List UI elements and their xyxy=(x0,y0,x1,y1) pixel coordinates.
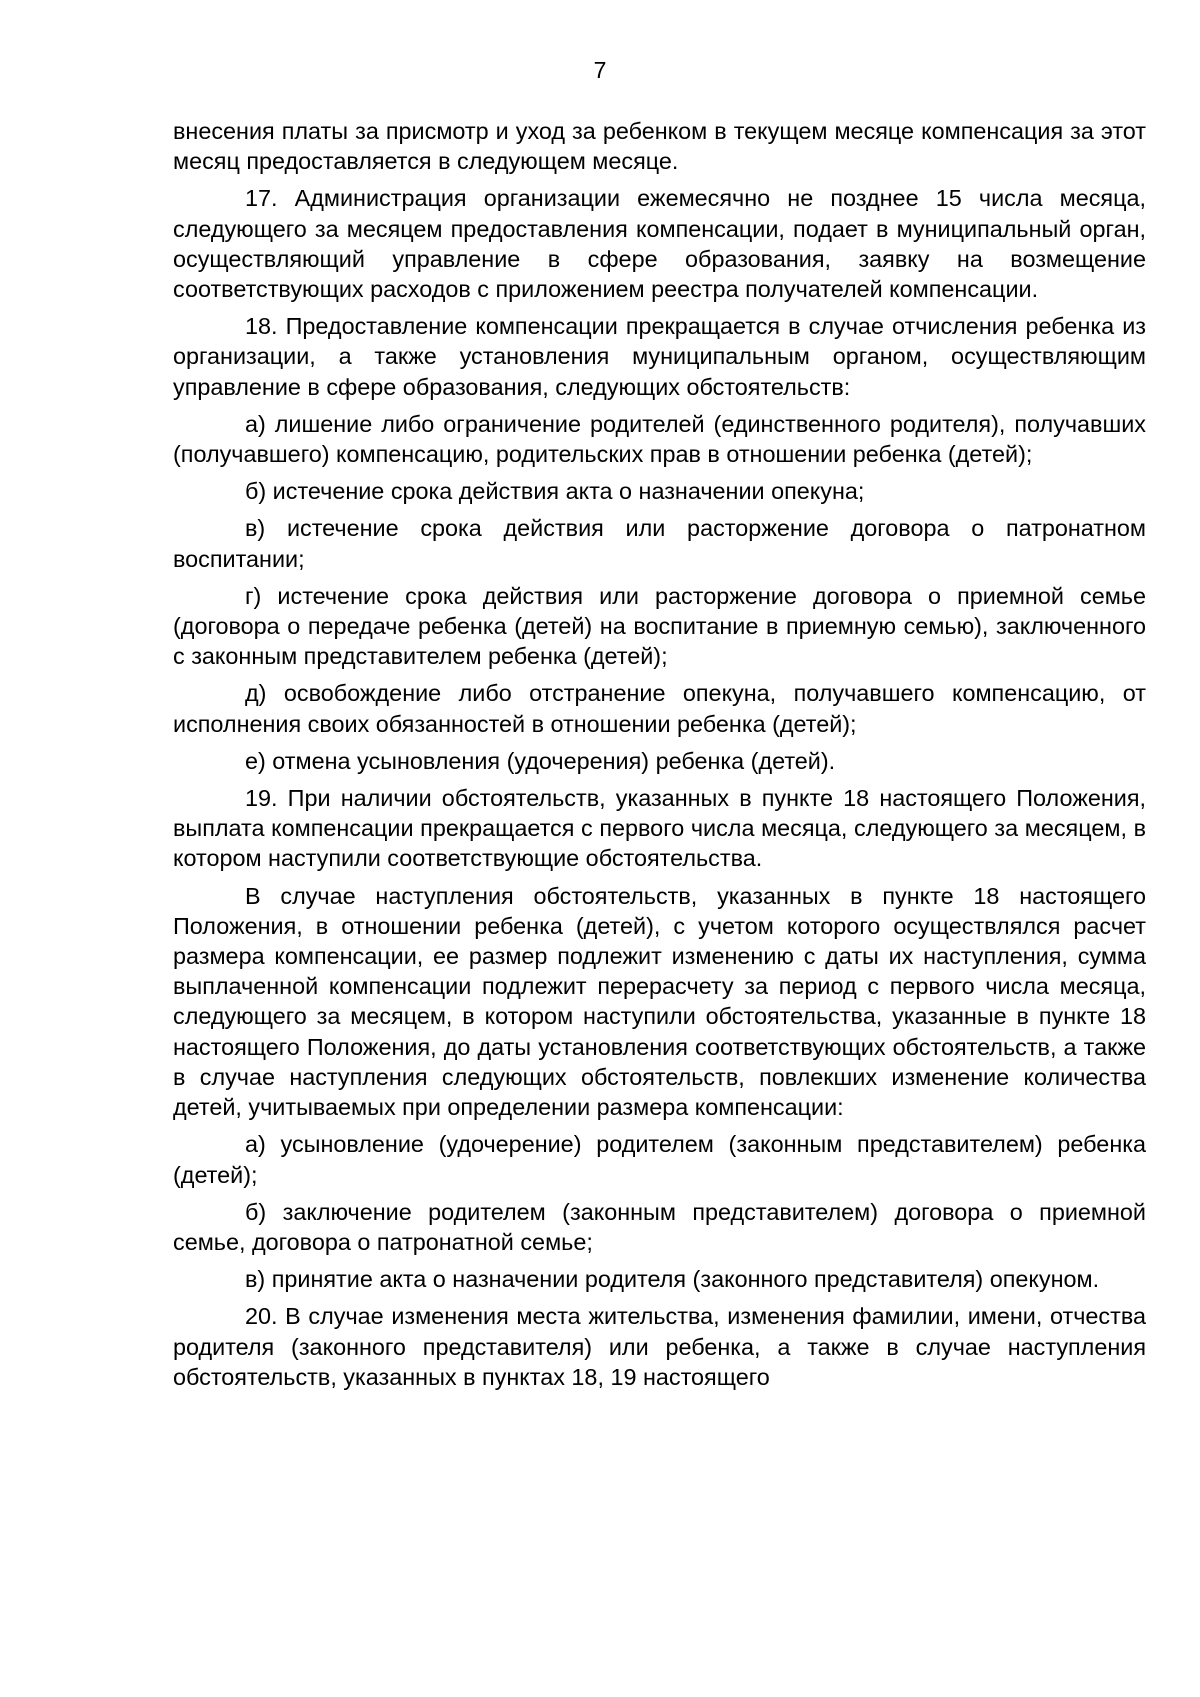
paragraph-subitem-a: а) лишение либо ограничение родителей (единственного родителя), получавших (получавшего) компенсацию, родительских прав в отношении ребенка (детей); xyxy=(173,410,1146,468)
paragraph-subitem-g: г) истечение срока действия или расторжение договора о приемной семье (договора о передаче ребенка (детей) на воспитание в приемную семью), заключенного с законным представителем ребенка (детей); xyxy=(173,582,1146,670)
paragraph-item-17: 17. Администрация организации ежемесячно не позднее 15 числа месяца, следующего за месяцем предоставления компенсации, подает в муниципальный орган, осуществляющий управление в сфере образования, заявку на возмещение соответствующих расходов с приложением реестра получателей компенсации. xyxy=(173,185,1146,303)
paragraph-subitem-d: д) освобождение либо отстранение опекуна, получавшего компенсацию, от исполнения своих обязанностей в отношении ребенка (детей); xyxy=(173,680,1146,737)
page-number: 7 xyxy=(593,57,607,83)
document-body xyxy=(173,116,1146,1399)
paragraph-item-20: 20. В случае изменения места жительства, изменения фамилии, имени, отчества родителя (законного представителя) или ребенка, а также в случае наступления обстоятельств, указанных в пунктах 18, 19 настоящего xyxy=(173,1303,1146,1390)
paragraph-item-18: 18. Предоставление компенсации прекращается в случае отчисления ребенка из организации, а также установления муниципальным органом, осуществляющим управление в сфере образования, следующих обстоятельств: xyxy=(173,313,1146,400)
paragraph-recalculation: В случае наступления обстоятельств, указанных в пункте 18 настоящего Положения, в отношении ребенка (детей), с учетом которого осуществлялся расчет размера компенсации, ее размер подлежит изменению с даты их наступления, сумма выплаченной компенсации подлежит перерасчету за период с первого числа месяца, следующего за месяцем, в котором наступили обстоятельства, указанные в пункте 18 настоящего Положения, до даты установления соответствующих обстоятельств, а также в случае наступления следующих обстоятельств, повлекших изменение количества детей, учитываемых при определении размера компенсации: xyxy=(173,882,1146,1121)
paragraph-subitem-b-foster: б) заключение родителем (законным представителем) договора о приемной семье, договора о патронатной семье; xyxy=(173,1198,1146,1255)
paragraph-continuation: внесения платы за присмотр и уход за ребенком в текущем месяце компенсация за этот месяц предоставляется в следующем месяце. xyxy=(173,118,1146,175)
paragraph-subitem-a-adoption: а) усыновление (удочерение) родителем (законным представителем) ребенка (детей); xyxy=(173,1131,1146,1188)
paragraph-subitem-v: в) истечение срока действия или расторжение договора о патронатном воспитании; xyxy=(173,515,1146,572)
paragraph-subitem-b: б) истечение срока действия акта о назначении опекуна; xyxy=(245,478,865,505)
paragraph-subitem-e: е) отмена усыновления (удочерения) ребенка (детей). xyxy=(245,747,836,774)
paragraph-item-19: 19. При наличии обстоятельств, указанных в пункте 18 настоящего Положения, выплата компенсации прекращается с первого числа месяца, следующего за месяцем, в котором наступили соответствующие обстоятельства. xyxy=(173,785,1146,872)
paragraph-subitem-v-guardian: в) принятие акта о назначении родителя (законного представителя) опекуном. xyxy=(245,1266,1100,1293)
